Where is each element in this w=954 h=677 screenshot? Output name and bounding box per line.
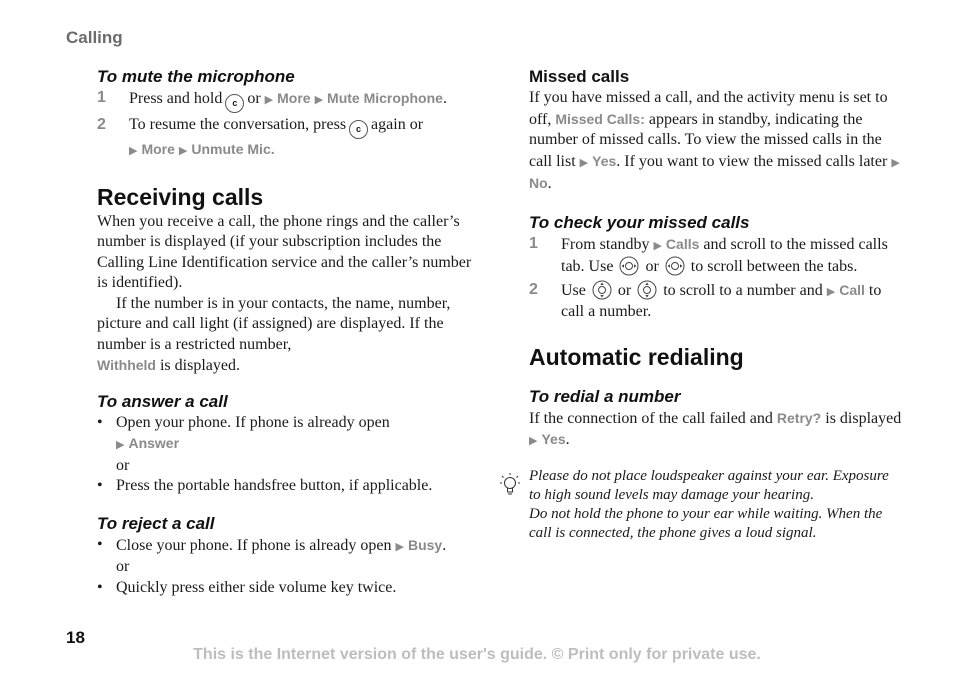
reject-bullet-1: • Close your phone. If phone is already open ▶ Busy. or — [97, 535, 447, 575]
menu-more: More — [141, 141, 175, 157]
receiving-para-2: If the number is in your contacts, the name, number, picture and call light (if assigned) are displayed. If the number is a restricted number, Withheld is displayed. — [97, 294, 451, 374]
menu-withheld: Withheld — [97, 357, 156, 373]
missed-calls-paragraph: If you have missed a call, and the activity menu is set to off, Missed Calls: appears in standby, indicating the number of missed calls. To view the missed calls in the call list ▶ Yes. If you want to view the missed calls later ▶ No. — [529, 89, 900, 192]
arrow-icon: ▶ — [395, 540, 404, 553]
menu-busy: Busy — [407, 536, 443, 553]
navigation-key-up-down-icon — [637, 280, 657, 300]
menu-mute-microphone: Mute Microphone — [327, 90, 443, 106]
answer-bullet-2: • Press the portable handsfree button, if applicable. — [97, 477, 433, 494]
arrow-icon: ▶ — [529, 435, 538, 447]
menu-yes: Yes — [592, 152, 617, 169]
check-step-1: 1 From standby ▶ Calls and scroll to the missed calls tab. Use or to scroll between the tabs. — [529, 234, 888, 275]
arrow-icon: ▶ — [178, 145, 188, 157]
footer-notice: This is the Internet version of the user's guide. © Print only for private use. — [193, 646, 761, 663]
c-key-icon: c — [349, 120, 368, 139]
reject-bullet-2: • Quickly press either side volume key twice. — [97, 578, 397, 596]
arrow-icon: ▶ — [129, 145, 138, 157]
mute-heading: To mute the microphone — [97, 67, 295, 86]
mute-step-2: 2 To resume the conversation, press c again or ▶ More ▶ Unmute Mic. — [97, 116, 424, 157]
receiving-calls-heading: Receiving calls — [97, 183, 264, 210]
answer-bullet-1: • Open your phone. If phone is already open ▶ Answer or — [97, 413, 390, 474]
step-number: 1 — [529, 234, 538, 252]
c-key-icon: c — [225, 94, 244, 113]
navigation-key-left-right-icon — [665, 256, 685, 276]
mute-step-1: 1 Press and hold c or ▶ More ▶ Mute Microphone. — [97, 88, 472, 113]
missed-calls-heading: Missed calls — [529, 67, 630, 86]
receiving-para-1: When you receive a call, the phone rings and the caller’s number is displayed (if your subscription includes the Calling Line Identification service and the caller’s number is identified). — [97, 212, 472, 291]
arrow-icon: ▶ — [116, 439, 125, 451]
menu-call: Call — [839, 281, 865, 298]
arrow-icon: ▶ — [826, 285, 836, 298]
step-number: 2 — [97, 116, 106, 133]
menu-missed-calls: Missed Calls: — [555, 110, 645, 127]
redial-paragraph: If the connection of the call failed and Retry? is displayed ▶ Yes. — [529, 409, 902, 448]
answer-heading: To answer a call — [97, 391, 228, 411]
arrow-icon: ▶ — [579, 156, 589, 169]
menu-yes: Yes — [541, 431, 566, 447]
menu-answer: Answer — [128, 435, 180, 451]
page-number: 18 — [66, 628, 85, 647]
arrow-icon: ▶ — [891, 156, 900, 169]
check-step-2: 2 Use or to scroll to a number and ▶ Call to call a number. — [529, 280, 882, 320]
navigation-key-left-right-icon — [619, 256, 639, 276]
menu-unmute-mic: Unmute Mic. — [191, 141, 275, 157]
arrow-icon: ▶ — [653, 239, 662, 252]
automatic-redialing-heading: Automatic redialing — [529, 343, 744, 370]
menu-no: No — [529, 175, 548, 191]
step-number: 2 — [529, 280, 538, 298]
menu-calls: Calls — [665, 235, 700, 252]
step-number: 1 — [97, 89, 106, 106]
tip-note-line-2: Do not hold the phone to your ear while waiting. When the call is connected, the phone gives a loud signal. — [529, 506, 883, 541]
reject-heading: To reject a call — [97, 513, 215, 533]
menu-more: More — [277, 90, 311, 106]
left-column — [97, 66, 472, 598]
redial-subheading: To redial a number — [529, 386, 681, 406]
lightbulb-icon — [499, 472, 521, 498]
check-missed-heading: To check your missed calls — [529, 212, 750, 232]
arrow-icon: ▶ — [314, 94, 324, 106]
tip-note — [529, 467, 901, 543]
menu-retry: Retry? — [776, 409, 822, 426]
navigation-key-up-down-icon — [592, 280, 612, 300]
right-column — [529, 66, 904, 452]
arrow-icon: ▶ — [264, 94, 274, 106]
tip-note-line-1: Please do not place loudspeaker against your ear. Exposure to high sound levels may damage your hearing. — [529, 468, 889, 503]
section-header: Calling — [66, 28, 123, 47]
